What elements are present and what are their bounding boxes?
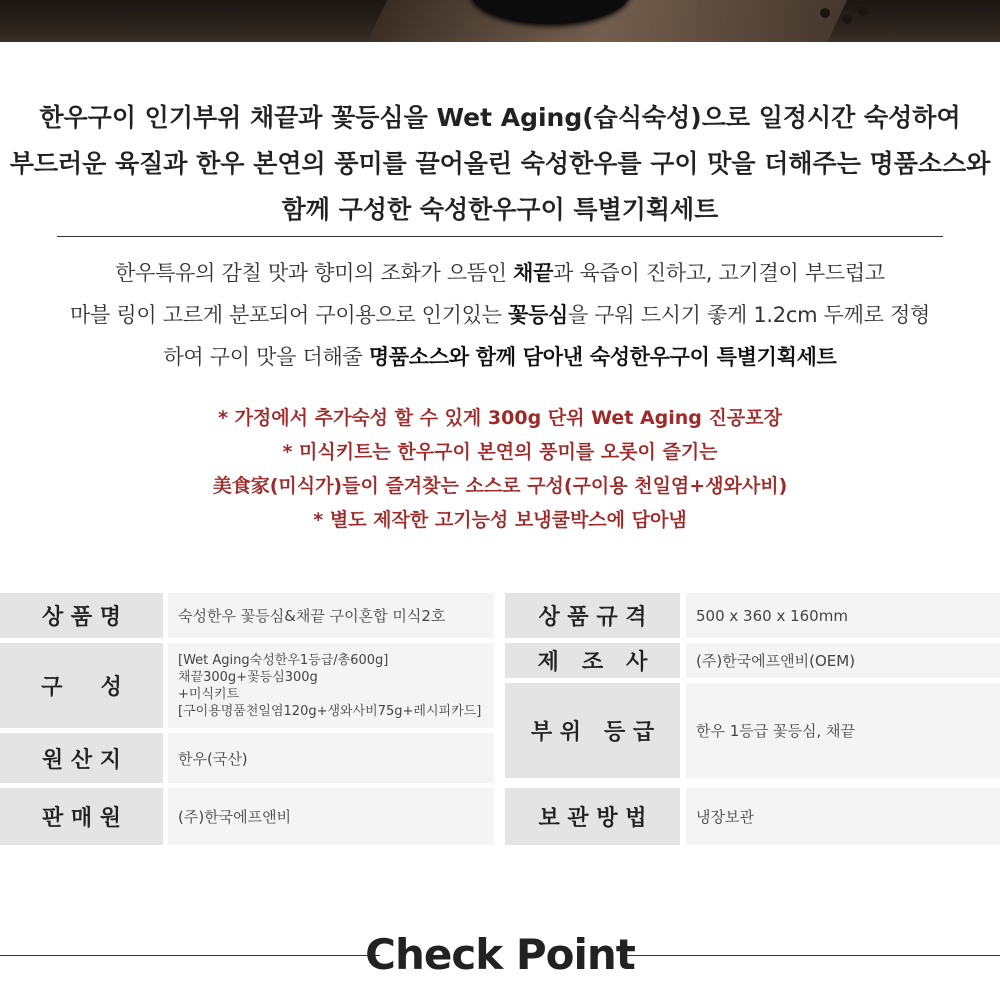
desc-bold: 채끝 xyxy=(513,261,554,285)
desc-text: 마블 링이 고르게 분포되어 구이용으로 인기있는 xyxy=(70,303,509,327)
spec-label: 판 매 원 xyxy=(0,788,163,845)
headline-line: 부드러운 육질과 한우 본연의 풍미를 끌어올린 숙성한우를 구이 맛을 더해주는 명품소스와 xyxy=(9,149,991,178)
peppercorn xyxy=(842,14,852,24)
desc-bold: 꽃등심 xyxy=(508,303,568,327)
note-line: * 별도 제작한 고기능성 보냉쿨박스에 담아냄 xyxy=(313,509,687,531)
spec-value: 한우 1등급 꽃등심, 채끝 xyxy=(686,683,1000,778)
desc-text: 을 구워 드시기 좋게 1.2cm 두께로 정형 xyxy=(567,303,930,327)
spec-value: 숙성한우 꽃등심&채끝 구이혼합 미식2호 xyxy=(168,593,494,638)
desc-text: 한우특유의 감칠 맛과 향미의 조화가 으뜸인 xyxy=(115,261,514,285)
spec-value: [Wet Aging숙성한우1등급/총600g] 채끝300g+꽃등심300g +미식키트 [구이용명품천일염120g+생와사비75g+레시피카드] xyxy=(168,643,494,728)
note-line: 美食家(미식가)들이 즐겨찾는 소스로 구성(구이용 천일염+생와사비) xyxy=(212,475,788,497)
desc-text: 하여 구이 맛을 더해줄 xyxy=(163,345,369,369)
spec-value: 한우(국산) xyxy=(168,733,494,783)
check-point-header xyxy=(0,925,1000,985)
spec-label: 구 성 xyxy=(0,643,163,728)
headline-line: 한우구이 인기부위 채끝과 꽃등심을 Wet Aging(습식숙성)으로 일정시간 숙성하여 xyxy=(39,103,961,132)
description-line xyxy=(0,336,1000,378)
peppercorn xyxy=(820,8,830,18)
desc-text: 과 육즙이 진하고, 고기결이 부드럽고 xyxy=(553,261,885,285)
spec-value: 500 x 360 x 160mm xyxy=(686,593,1000,638)
peppercorn xyxy=(858,6,868,16)
hero-image xyxy=(0,0,1000,42)
check-point-title: Check Point xyxy=(365,930,635,979)
description-line xyxy=(0,252,1000,294)
note-line: * 미식키트는 한우구이 본연의 풍미를 오롯이 즐기는 xyxy=(282,441,718,463)
spec-label: 상 품 명 xyxy=(0,593,163,638)
feature-notes xyxy=(0,401,1000,537)
note-line: * 가정에서 추가숙성 할 수 있게 300g 단위 Wet Aging 진공포장 xyxy=(218,407,782,429)
spec-label: 원 산 지 xyxy=(0,733,163,783)
headline-line: 함께 구성한 숙성한우구이 특별기획세트 xyxy=(281,195,719,224)
description xyxy=(0,252,1000,378)
spec-label: 보 관 방 법 xyxy=(505,788,680,845)
spec-value: (주)한국에프앤비 xyxy=(168,788,494,845)
description-line xyxy=(0,294,1000,336)
spec-label: 상 품 규 격 xyxy=(505,593,680,638)
spec-value: (주)한국에프앤비(OEM) xyxy=(686,643,1000,678)
headline xyxy=(0,95,1000,233)
divider xyxy=(57,236,943,237)
spec-label: 부 위 등 급 xyxy=(505,683,680,778)
spec-label: 제 조 사 xyxy=(505,643,680,678)
spec-value: 냉장보관 xyxy=(686,788,1000,845)
desc-bold: 명품소스와 함께 담아낸 숙성한우구이 특별기획세트 xyxy=(368,345,837,369)
